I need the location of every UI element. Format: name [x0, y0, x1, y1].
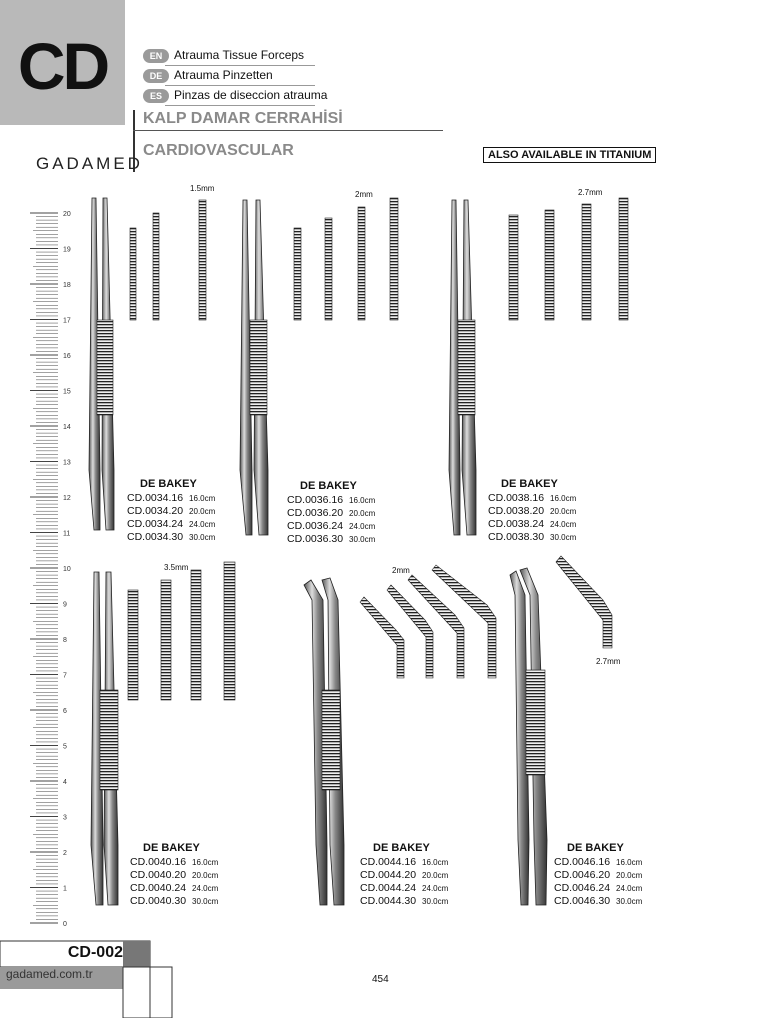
- product-code: CD.0034.16: [127, 492, 184, 504]
- product-size: 16.0cm: [192, 858, 219, 867]
- product-block: [130, 842, 218, 908]
- product-size: 16.0cm: [616, 858, 643, 867]
- product-size: 24.0cm: [349, 522, 376, 531]
- product-code: CD.0034.30: [127, 531, 184, 543]
- forceps-angled-1: [304, 578, 344, 905]
- language-tag: EN: [143, 49, 169, 63]
- ruler-label: 13: [63, 459, 71, 467]
- product-size: 20.0cm: [349, 509, 376, 518]
- ruler-label: 11: [63, 530, 71, 538]
- dimension-label: 2mm: [355, 190, 373, 199]
- language-tag: DE: [143, 69, 169, 83]
- product-code: CD.0034.20: [127, 505, 184, 517]
- ruler-label: 5: [63, 743, 67, 751]
- dimension-label: 2mm: [392, 566, 410, 575]
- ruler-label: 2: [63, 850, 67, 857]
- ruler-label: 8: [63, 637, 67, 644]
- jaw-tip-detail: [556, 556, 612, 648]
- product-size: 30.0cm: [349, 535, 376, 544]
- product-size: 20.0cm: [550, 507, 577, 516]
- category-code: CD: [17, 29, 108, 103]
- jaw-tip-detail: [509, 198, 628, 320]
- product-code: CD.0046.30: [554, 895, 611, 907]
- product-name: DE BAKEY: [143, 842, 200, 854]
- product-name: DE BAKEY: [140, 478, 197, 490]
- product-name: DE BAKEY: [567, 842, 624, 854]
- forceps-straight-1: [89, 198, 114, 530]
- ruler-label: 9: [63, 601, 67, 609]
- product-size: 24.0cm: [422, 884, 449, 893]
- product-name: DE BAKEY: [501, 478, 558, 490]
- product-size: 24.0cm: [192, 884, 219, 893]
- ruler-label: 7: [63, 672, 67, 680]
- language-text: Atrauma Tissue Forceps: [174, 48, 305, 62]
- product-size: 20.0cm: [192, 871, 219, 880]
- product-block: [554, 842, 642, 908]
- product-code: CD.0044.24: [360, 882, 417, 894]
- dimension-label: 2.7mm: [578, 188, 603, 197]
- product-code: CD.0036.20: [287, 507, 344, 519]
- product-size: 30.0cm: [422, 897, 449, 906]
- dimension-label: 3.5mm: [164, 563, 189, 572]
- product-size: 30.0cm: [616, 897, 643, 906]
- ruler-label: 19: [63, 246, 71, 254]
- product-size: 24.0cm: [189, 520, 216, 529]
- product-name: DE BAKEY: [300, 480, 357, 492]
- ruler-label: 18: [63, 282, 71, 289]
- product-size: 20.0cm: [422, 871, 449, 880]
- forceps-straight-2: [240, 200, 268, 535]
- product-code: CD.0038.16: [488, 492, 545, 504]
- page-number: 454: [372, 974, 389, 985]
- product-size: 16.0cm: [349, 496, 376, 505]
- product-code: CD.0046.20: [554, 869, 611, 881]
- product-code: CD.0044.20: [360, 869, 417, 881]
- ruler-label: 14: [63, 424, 71, 431]
- product-block: [360, 842, 448, 908]
- dimension-label: 2.7mm: [596, 657, 621, 666]
- product-block: [488, 478, 576, 544]
- product-code: CD.0040.16: [130, 856, 187, 868]
- forceps-angled-2: [510, 568, 547, 905]
- product-size: 16.0cm: [422, 858, 449, 867]
- jaw-tip-detail: [128, 562, 235, 700]
- product-size: 16.0cm: [189, 494, 216, 503]
- product-code: CD.0036.30: [287, 533, 344, 545]
- product-code: CD.0040.24: [130, 882, 187, 894]
- titanium-note: ALSO AVAILABLE IN TITANIUM: [483, 147, 656, 163]
- product-name: DE BAKEY: [373, 842, 430, 854]
- jaw-tip-detail: [360, 565, 496, 678]
- ruler-label: 3: [63, 814, 67, 822]
- catalog-page-code: CD-002: [67, 944, 123, 961]
- product-size: 20.0cm: [189, 507, 216, 516]
- ruler-label: 20: [63, 211, 71, 218]
- product-block: [287, 480, 375, 546]
- product-size: 20.0cm: [616, 871, 643, 880]
- ruler-label: 12: [63, 495, 71, 502]
- product-code: CD.0034.24: [127, 518, 184, 530]
- ruler-label: 1: [63, 885, 67, 893]
- dimension-label: 1.5mm: [190, 184, 215, 193]
- product-size: 30.0cm: [192, 897, 219, 906]
- language-text: Pinzas de diseccion atrauma: [174, 88, 328, 102]
- product-code: CD.0044.30: [360, 895, 417, 907]
- language-text: Atrauma Pinzetten: [174, 68, 273, 82]
- ruler-label: 15: [63, 388, 71, 396]
- product-code: CD.0040.20: [130, 869, 187, 881]
- product-code: CD.0040.30: [130, 895, 187, 907]
- product-size: 24.0cm: [616, 884, 643, 893]
- language-tag: ES: [143, 89, 169, 103]
- forceps-straight-4: [91, 572, 118, 905]
- product-code: CD.0038.20: [488, 505, 545, 517]
- section-title-english: CARDIOVASCULAR: [143, 142, 294, 159]
- product-code: CD.0038.24: [488, 518, 545, 530]
- brand-logo: GADAMED: [36, 154, 143, 173]
- ruler-label: 0: [63, 921, 67, 928]
- product-size: 16.0cm: [550, 494, 577, 503]
- product-code: CD.0046.16: [554, 856, 611, 868]
- section-title-turkish: KALP DAMAR CERRAHİSİ: [143, 110, 343, 127]
- product-code: CD.0044.16: [360, 856, 417, 868]
- forceps-straight-3: [449, 200, 476, 535]
- product-code: CD.0036.24: [287, 520, 344, 532]
- product-code: CD.0046.24: [554, 882, 611, 894]
- jaw-tip-detail: [130, 200, 206, 320]
- product-code: CD.0038.30: [488, 531, 545, 543]
- product-size: 30.0cm: [189, 533, 216, 542]
- ruler-label: 6: [63, 708, 67, 715]
- product-code: CD.0036.16: [287, 494, 344, 506]
- website-url: gadamed.com.tr: [6, 967, 93, 981]
- jaw-tip-detail: [294, 198, 398, 320]
- ruler-label: 16: [63, 353, 71, 360]
- ruler-label: 17: [63, 317, 71, 325]
- product-block: [127, 478, 215, 544]
- ruler-label: 4: [63, 779, 67, 786]
- product-size: 24.0cm: [550, 520, 577, 529]
- product-size: 30.0cm: [550, 533, 577, 542]
- ruler-label: 10: [63, 566, 71, 573]
